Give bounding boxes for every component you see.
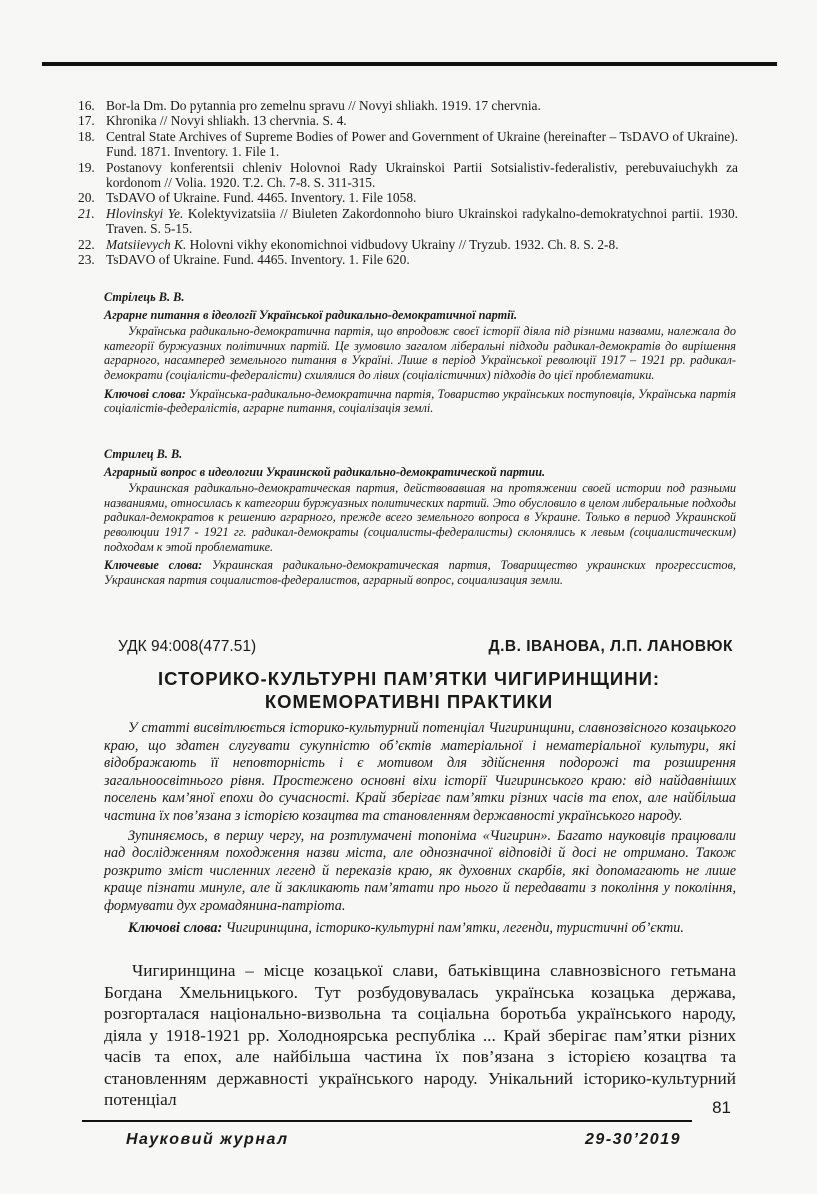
abstract-author: Стрілець В. В. bbox=[104, 290, 185, 304]
reference-body: Kolektyvizatsiia // Biuleten Zakordonnoho biuro Ukrainskoi radykalno-demokratychnoi partii. 1930. Traven. S. 5-15. bbox=[106, 205, 739, 237]
reference-number: 17. bbox=[78, 113, 95, 129]
keywords-text: Чигиринщина, історико-культурні пам’ятки, легенди, туристичні об’єкти. bbox=[222, 919, 684, 936]
footer-rule bbox=[82, 1120, 692, 1122]
reference-body: Khronika // Novyi shliakh. 13 chervnia. S. 4. bbox=[106, 113, 347, 129]
reference-text bbox=[106, 190, 738, 205]
reference-body: Holovni vikhy ekonomichnoi vidbudovy Ukrainy // Tryzub. 1932. Ch. 8. S. 2-8. bbox=[186, 236, 619, 252]
reference-item bbox=[78, 113, 738, 128]
reference-author: Matsiievych K. bbox=[106, 236, 187, 252]
reference-body: Postanovy konferentsii chleniv Holovnoi Rady Ukrainskoi Partii Sotsialistiv-federalistiv, perebuvaiuchykh za kordonom // Volia. 1920. T.2. Ch. 7-8. S. 311-315. bbox=[106, 159, 738, 191]
article-title bbox=[82, 667, 736, 713]
abstract-author: Стрилец В. В. bbox=[104, 447, 183, 461]
abstract-text: Украинская радикально-демократическая партия, действовавшая на протяжении своей истории под разными названиями, относилась к категории буржуазных политических партий. Это обусловило в целом либеральные подходы радикал-демократов к решению аграрного, прежде всего земельного вопроса в Украине. Только в период Украинской революции 1917 - 1921 гг. радикал-демократы (социалисты-федералисты) склонялись к левым (социалистическим) подходам к этой проблематике. bbox=[104, 481, 736, 554]
article-body bbox=[104, 960, 736, 1111]
reference-number: 20. bbox=[78, 190, 95, 206]
journal-name: Науковий журнал bbox=[126, 1131, 289, 1148]
reference-text bbox=[106, 237, 738, 252]
reference-number: 22. bbox=[78, 236, 95, 252]
reference-text bbox=[106, 206, 738, 237]
reference-text bbox=[106, 98, 738, 113]
reference-number: 23. bbox=[78, 252, 95, 268]
keywords-label: Ключевые слова: bbox=[104, 558, 203, 573]
abstract-text: Українська радикально-демократична партія, що впродовж своєї історії діяла під різними назвами, належала до категорії буржуазних політичних партій. Це зумовило загалом ліберальні підходи радикал-демократів до вирішення аграрного, насамперед земельного питання в Україні. Лише в період Української революції 1917 – 1921 рр. радикал-демократи (соціалісти-федералісти) схилялися до лівих (соціалістичних) підходів до цієї проблематики. bbox=[104, 324, 736, 382]
abstract-ukrainian bbox=[104, 290, 736, 416]
udk-code: УДК 94:008(477.51) bbox=[118, 638, 257, 655]
reference-number: 18. bbox=[78, 128, 95, 144]
reference-number: 19. bbox=[78, 159, 95, 175]
body-paragraph: Чигиринщина – місце козацької слави, батьківщина славнозвісного гетьмана Богдана Хмельницького. Тут розбудовувалась українська козацька держава, розгорталася національно-визвольна та соціальна боротьба українського народу, діяла у 1918-1921 рр. Холодноярська республіка ... Край зберігає пам’ятки різних часів та епох, але найбільша частина їх пов’язана з історією козацтва та становленням державності українського народу. Унікальний історико-культурний потенціал bbox=[104, 961, 736, 1109]
reference-list bbox=[78, 98, 738, 267]
reference-item bbox=[78, 129, 738, 160]
header-rule bbox=[42, 62, 777, 66]
article-title-line: ІСТОРИКО-КУЛЬТУРНІ ПАМ’ЯТКИ ЧИГИРИНЩИНИ: bbox=[157, 668, 661, 689]
reference-body: TsDAVO of Ukraine. Fund. 4465. Inventory. 1. File 620. bbox=[106, 252, 410, 268]
reference-text bbox=[106, 160, 738, 191]
journal-issue: 29-30’2019 bbox=[585, 1131, 681, 1148]
keywords-text: Українська-радикально-демократична партія, Товариство українських поступовців, Українська партія соціалістів-федералістів, аграрне питання, соціалізація землі. bbox=[104, 386, 736, 416]
annotation-paragraph: Зупиняємось, в першу чергу, на розтлумачені топоніма «Чигирин». Багато науковців працювали над дослідженням походження назви міста, але однозначної відповіді й досі не отримано. Також розкрито зміст численних легенд й переказів краю, як духовних скарбів, які допомагають не лише краще пізнати минуле, але й закликають пам’ятати про нього й передавати з покоління у покоління, формувати дух громадянина-патріота. bbox=[104, 827, 736, 914]
reference-body: Central State Archives of Supreme Bodies of Power and Government of Ukraine (hereinafter – TsDAVO of Ukraine). Fund. 1871. Inventory. 1. File 1. bbox=[106, 128, 738, 160]
keywords-label: Ключові слова: bbox=[104, 386, 186, 401]
annotation-keywords bbox=[104, 920, 736, 938]
article-authors: Д.В. ІВАНОВА, Л.П. ЛАНОВЮК bbox=[488, 638, 733, 655]
article-annotation bbox=[104, 720, 736, 937]
reference-text bbox=[106, 129, 738, 160]
reference-item bbox=[78, 190, 738, 205]
reference-body: TsDAVO of Ukraine. Fund. 4465. Inventory. 1. File 1058. bbox=[106, 190, 417, 206]
annotation-paragraph: У статті висвітлюється історико-культурний потенціал Чигиринщини, славнозвісного козацького краю, що здатен слугувати сукупністю об’єктів матеріальної і нематеріальної культури, які відображають її неповторність і є мотивом для здійснення подорожі та розширення загальноосвітнього рівня. Простежено основні віхи історії Чигиринського краю: від найдавніших поселень кам’яної епохи до сучасності. Край зберігає пам’ятки різних часів та епох, але найбільша частина їх пов’язана з історією козацтва та становленням державності українського народу. bbox=[104, 720, 736, 824]
article-title-line: КОМЕМОРАТИВНІ ПРАКТИКИ bbox=[264, 691, 554, 712]
abstract-russian bbox=[104, 447, 736, 587]
keywords-text: Украинская радикально-демократическая партия, Товарищество украинских прогрессистов, Украинская партия социалистов-федералистов, аграрный вопрос, социализация земли. bbox=[104, 558, 736, 587]
abstract-keywords bbox=[104, 387, 736, 416]
abstract-keywords bbox=[104, 558, 736, 587]
reference-item bbox=[78, 160, 738, 191]
page-number: 81 bbox=[712, 1098, 731, 1117]
reference-item bbox=[78, 237, 738, 252]
reference-number: 16. bbox=[78, 98, 95, 113]
reference-author: Hlovinskyi Ye. bbox=[106, 205, 184, 221]
abstract-title: Аграрный вопрос в идеологии Украинской радикально-демократической партии. bbox=[104, 464, 546, 479]
reference-text bbox=[106, 113, 738, 128]
reference-item bbox=[78, 252, 738, 267]
reference-item bbox=[78, 206, 738, 237]
reference-body: Bor-la Dm. Do pytannia pro zemelnu spravu // Novyi shliakh. 1919. 17 chervnia. bbox=[106, 98, 541, 113]
reference-item bbox=[78, 98, 738, 113]
reference-number: 21. bbox=[78, 205, 95, 221]
abstract-title: Аграрне питання в ідеології Української радикально-демократичної партії. bbox=[104, 307, 518, 322]
reference-text bbox=[106, 252, 738, 267]
keywords-label: Ключові слова: bbox=[128, 919, 223, 936]
